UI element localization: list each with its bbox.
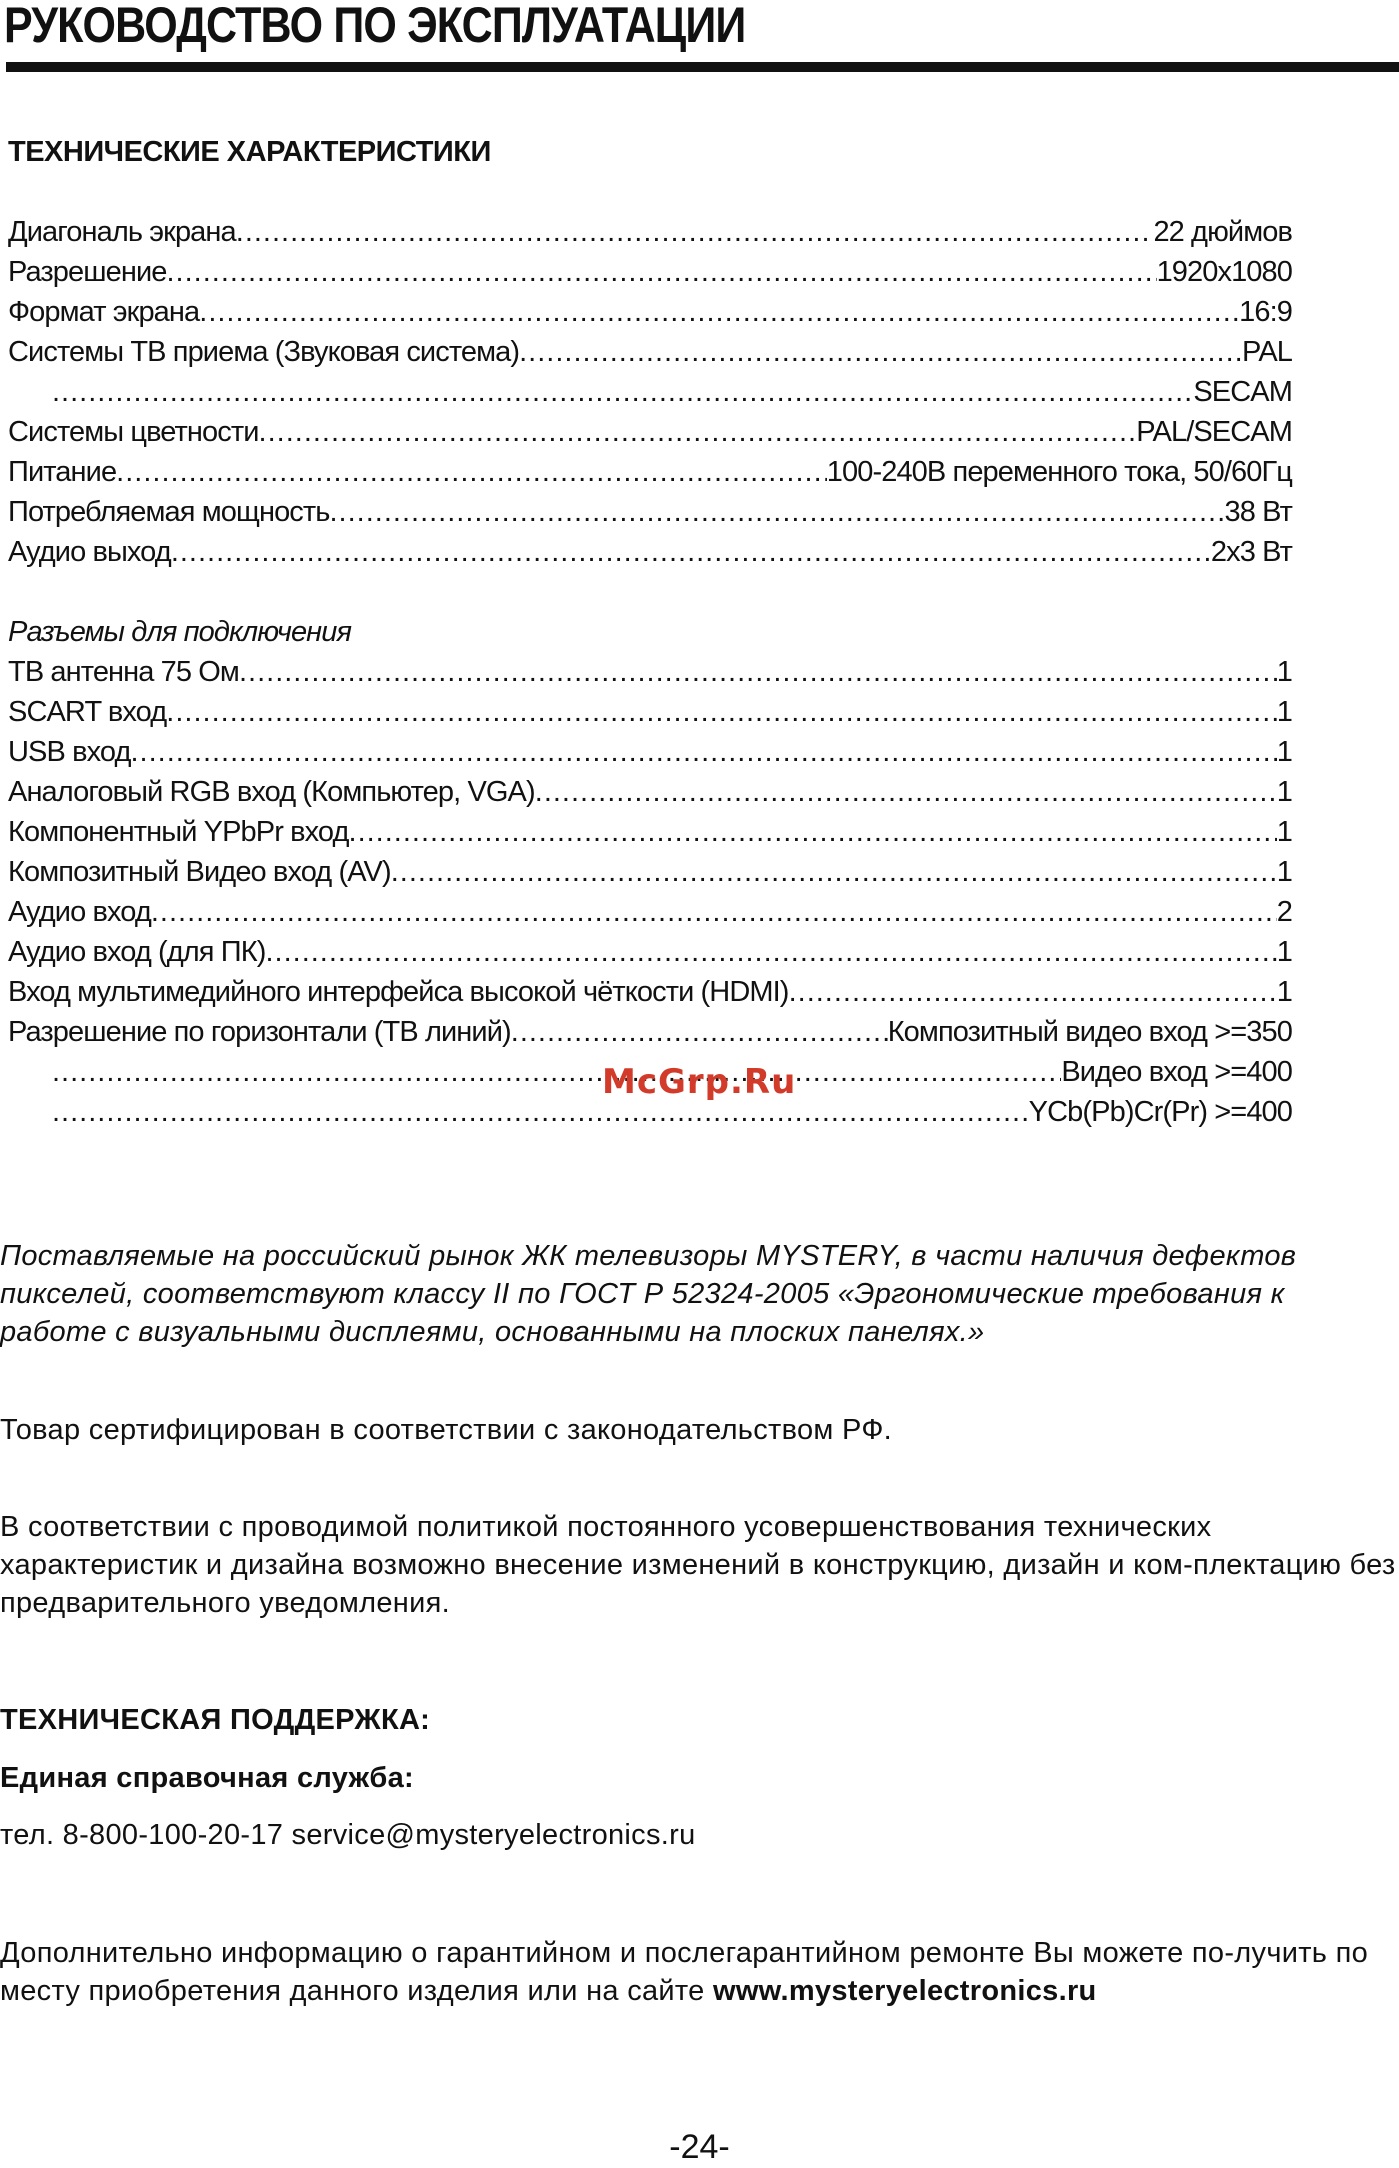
spec-label: Разрешение [8,256,167,288]
connector-row [8,932,1292,972]
connector-row [8,732,1292,772]
title-underline [6,62,1399,72]
spec-value: SECAM [1193,376,1292,408]
connector-label: Аудио вход (для ПК) [8,936,266,968]
connector-count: 1 [1276,856,1292,888]
page-number: -24- [669,2128,730,2166]
gost-note: Поставляемые на российский рынок ЖК телевизоры MYSTERY, в части наличия дефектов пикселей, соответствуют классу II по ГОСТ Р 52324-2005 «Эргономические требования к работе с визуальными дисплеями, основанными на плоских панелях.» [0,1240,1297,1348]
spec-label: Потребляемая мощность [8,496,330,528]
specs-heading: ТЕХНИЧЕСКИЕ ХАРАКТЕРИСТИКИ [8,136,491,168]
connector-row [8,652,1292,692]
connector-count: 1 [1276,736,1292,768]
spec-list [8,212,1292,1132]
spec-row [8,212,1292,252]
connector-label: Вход мультимедийного интерфейса высокой чёткости (HDMI) [8,976,789,1008]
spec-label: Питание [8,456,117,488]
connector-label: Разрешение по горизонтали (ТВ линий) [8,1016,511,1048]
connector-count: 1 [1276,696,1292,728]
watermark: McGrp.Ru [602,1062,797,1102]
connector-row [8,892,1292,932]
connector-label: Компонентный YPbPr вход [8,816,349,848]
hotline-heading: Единая справочная служба: [0,1762,414,1794]
spec-row [8,332,1292,372]
spec-value: PAL [1242,336,1292,368]
connector-row [8,812,1292,852]
connector-label: Композитный Видео вход (AV) [8,856,391,888]
connectors-heading: Разъемы для подключения [8,616,352,648]
connector-count: 1 [1276,976,1292,1008]
spec-row [8,452,1292,492]
connector-count: 1 [1276,816,1292,848]
connector-row [8,692,1292,732]
spec-row [8,292,1292,332]
connector-label: Аналоговый RGB вход (Компьютер, VGA) [8,776,535,808]
spec-row [8,532,1292,572]
more-info-text: Дополнительно информацию о гарантийном и послегарантийном ремонте Вы можете по-лучить по месту приобретения данного изделия или на сайте [0,1937,1369,2007]
changes-note: В соответствии с проводимой политикой постоянного усовершенствования технических характеристик и дизайна возможно внесение изменений в конструкцию, дизайн и ком-плектацию без предварительного уведомления. [0,1511,1396,1619]
connector-count: 2 [1276,896,1292,928]
connector-count: 1 [1276,936,1292,968]
connector-count: 1 [1276,656,1292,688]
document-title: РУКОВОДСТВО ПО ЭКСПЛУАТАЦИИ [4,0,746,53]
more-info-note [0,1934,1399,2010]
spec-label: Диагональ экрана [8,216,236,248]
spec-row [8,372,1292,412]
connector-row [8,972,1292,1012]
connector-label: SCART вход [8,696,167,728]
spec-value: 100-240В переменного тока, 50/60Гц [826,456,1292,488]
connector-count: YCb(Pb)Cr(Pr) >=400 [1028,1096,1292,1128]
connector-row [8,852,1292,892]
connector-label: USB вход [8,736,131,768]
spec-label: Системы ТВ приема (Звуковая система) [8,336,520,368]
website-link[interactable]: www.mysteryelectronics.ru [712,1975,1097,2007]
spec-label: Аудио выход [8,536,171,568]
connector-row [8,1012,1292,1052]
spec-value: 22 дюймов [1153,216,1292,248]
spec-row [8,252,1292,292]
connector-count: Видео вход >=400 [1061,1056,1292,1088]
spec-value: 1920x1080 [1156,256,1292,288]
spec-label: Системы цветности [8,416,259,448]
support-contact: тел. 8-800-100-20-17 service@mysteryelectronics.ru [0,1819,696,1851]
certified-note: Товар сертифицирован в соответствии с законодательством РФ. [0,1414,893,1446]
spec-value: 16:9 [1239,296,1292,328]
connector-label: Аудио вход [8,896,151,928]
spec-row [8,492,1292,532]
support-heading: ТЕХНИЧЕСКАЯ ПОДДЕРЖКА: [0,1704,431,1736]
spec-value: 38 Вт [1224,496,1292,528]
connector-count: 1 [1276,776,1292,808]
spec-value: PAL/SECAM [1136,416,1292,448]
spec-label: Формат экрана [8,296,200,328]
spec-row [8,412,1292,452]
connector-row [8,772,1292,812]
connector-count: Композитный видео вход >=350 [887,1016,1292,1048]
connector-label: ТВ антенна 75 Ом [8,656,239,688]
spec-value: 2x3 Вт [1210,536,1292,568]
